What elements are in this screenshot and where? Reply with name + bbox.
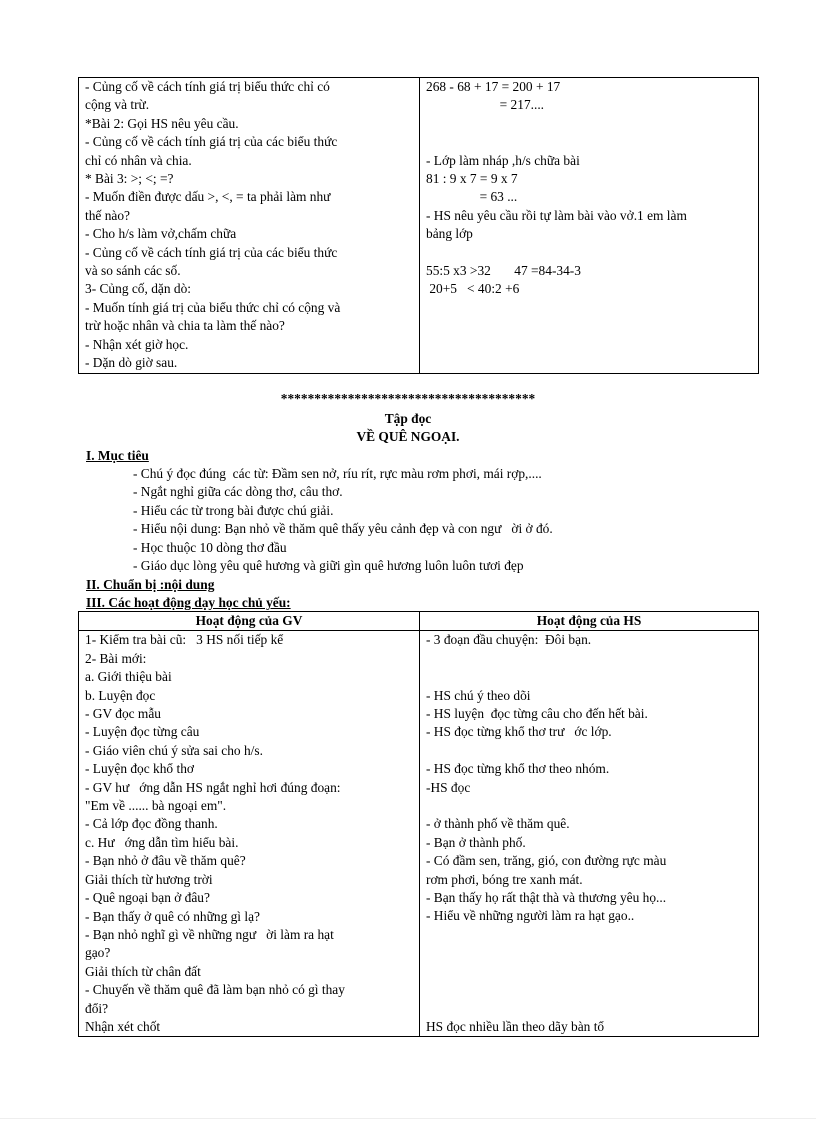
text-line: - Bạn nhỏ nghĩ gì về những ngư ời làm ra hạt <box>85 926 334 942</box>
text-line: - Luyện đọc khổ thơ <box>85 761 194 777</box>
text-line: 1- Kiểm tra bài cũ: 3 HS nối tiếp kể <box>85 632 284 648</box>
blank-line <box>426 668 752 686</box>
preparation-heading: II. Chuẩn bị :nội dung <box>86 577 215 592</box>
blank-line <box>426 981 752 999</box>
list-item: - Hiểu nội dung: Bạn nhỏ về thăm quê thấy yêu cảnh đẹp và con ngư ời ở đó. <box>133 521 553 537</box>
text-line: bảng lớp <box>426 226 473 242</box>
text-line: - Hiểu về những người làm ra hạt gạo.. <box>426 908 635 924</box>
blank-line <box>426 963 752 981</box>
text-line: - Chuyến về thăm quê đã làm bạn nhỏ có gì thay <box>85 982 345 998</box>
text-line: đổi? <box>85 1000 109 1016</box>
blank-line <box>426 926 752 944</box>
blank-line <box>426 115 752 133</box>
activities-heading: III. Các hoạt động dạy học chủ yếu: <box>86 595 291 610</box>
text-line: Nhận xét chốt <box>85 1018 161 1034</box>
text-line: - Có đầm sen, trăng, gió, con đường rực màu <box>426 853 667 869</box>
table-row <box>79 631 759 1037</box>
text-line: c. Hư ớng dẫn tìm hiểu bài. <box>85 834 239 850</box>
text-line: - Củng cố về cách tính giá trị của các biểu thức <box>85 134 338 150</box>
text-line: - GV đọc mẫu <box>85 706 161 722</box>
blank-line <box>426 742 752 760</box>
text-line: = 217.... <box>426 97 545 113</box>
list-item: - Chú ý đọc đúng các từ: Đầm sen nở, ríu rít, rực màu rơm phơi, mái rợp,.... <box>133 466 542 481</box>
blank-line <box>426 133 752 151</box>
text-line: rơm phơi, bóng tre xanh mát. <box>426 871 583 887</box>
text-line: -HS đọc <box>426 779 471 795</box>
text-line: b. Luyện đọc <box>85 687 156 703</box>
text-line: HS đọc nhiều lần theo dãy bàn tổ <box>426 1018 605 1034</box>
blank-line <box>426 797 752 815</box>
text-line: - Quê ngoại bạn ở đâu? <box>85 890 210 906</box>
blank-line <box>426 244 752 262</box>
teacher-activity-cell <box>79 631 420 1037</box>
list-item: - Hiểu các từ trong bài được chú giải. <box>133 502 334 518</box>
text-line: Giải thích từ chân đất <box>85 963 201 979</box>
text-line: - 3 đoạn đầu chuyện: Đôi bạn. <box>426 632 592 648</box>
student-activity-cell <box>420 631 759 1037</box>
text-line: - GV hư ớng dẫn HS ngắt nghỉ hơi đúng đoạn: <box>85 779 341 795</box>
list-item: - Học thuộc 10 dòng thơ đầu <box>133 539 287 555</box>
blank-line <box>426 650 752 668</box>
text-line: - Nhận xét giờ học. <box>85 336 189 352</box>
text-line: - Củng cố về cách tính giá trị của các biểu thức <box>85 244 338 260</box>
activities-table <box>78 611 759 1037</box>
text-line: = 63 ... <box>426 189 518 205</box>
text-line: - HS luyện đọc từng câu cho đến hết bài. <box>426 706 648 721</box>
page-bottom-divider <box>0 1118 816 1119</box>
text-line: trừ hoặc nhân và chia ta làm thế nào? <box>85 318 285 334</box>
text-line: "Em về ...... bà ngoại em". <box>85 798 227 814</box>
text-line: 81 : 9 x 7 = 9 x 7 <box>426 171 518 186</box>
text-line: 20+5 < 40:2 +6 <box>426 281 520 297</box>
text-line: thế nào? <box>85 207 130 223</box>
text-line: - Muốn điền được dấu >, <, = ta phải làm như <box>85 189 331 205</box>
text-line: *Bài 2: Gọi HS nêu yêu cầu. <box>85 115 239 131</box>
table-header-row <box>79 612 759 631</box>
blank-line <box>426 999 752 1017</box>
text-line: 55:5 x3 >32 47 =84-34-3 <box>426 263 581 279</box>
text-line: - HS đọc từng khổ thơ trư ớc lớp. <box>426 724 612 740</box>
text-line: * Bài 3: >; <; =? <box>85 171 174 187</box>
text-line: a. Giới thiệu bài <box>85 669 172 685</box>
text-line: - ở thành phố về thăm quê. <box>426 816 570 832</box>
text-line: - Lớp làm nháp ,h/s chữa bài <box>426 152 580 168</box>
text-line: - Bạn thấy ở quê có những gì lạ? <box>85 908 260 924</box>
text-line: - HS đọc từng khổ thơ theo nhóm. <box>426 761 610 777</box>
text-line: - Muốn tính giá trị của biểu thức chỉ có cộng và <box>85 299 341 315</box>
student-column-header: Hoạt động của HS <box>420 612 759 631</box>
objectives-heading: I. Mục tiêu <box>86 448 149 463</box>
blank-line <box>426 944 752 962</box>
text-line: - Luyện đọc từng câu <box>85 724 200 740</box>
teacher-activity-cell <box>79 78 420 374</box>
text-line: chỉ có nhân và chia. <box>85 152 192 168</box>
objectives-list <box>133 465 553 575</box>
text-line: - Dặn dò giờ sau. <box>85 355 178 371</box>
text-line: cộng và trừ. <box>85 97 150 113</box>
text-line: 3- Củng cố, dặn dò: <box>85 281 191 297</box>
section-separator: ************************************** <box>280 391 536 406</box>
text-line: - Bạn ở thành phố. <box>426 834 526 850</box>
text-line: - HS chú ý theo dõi <box>426 687 531 703</box>
text-line: - Củng cố về cách tính giá trị biểu thức chỉ có <box>85 79 330 94</box>
text-line: - Cả lớp đọc đồng thanh. <box>85 816 218 832</box>
text-line: 2- Bài mới: <box>85 650 147 666</box>
list-item: - Ngắt nghỉ giữa các dòng thơ, câu thơ. <box>133 484 343 500</box>
lesson-table-continued <box>78 77 759 374</box>
subject-title: Tập đọc <box>384 411 432 426</box>
text-line: và so sánh các số. <box>85 263 181 279</box>
text-line: - Bạn thấy họ rất thật thà và thương yêu họ... <box>426 890 667 906</box>
table-row <box>79 78 759 374</box>
text-line: - Cho h/s làm vở,chấm chữa <box>85 226 237 242</box>
lesson-title: VỀ QUÊ NGOẠI. <box>356 429 460 444</box>
teacher-column-header: Hoạt động của GV <box>79 612 420 631</box>
text-line: 268 - 68 + 17 = 200 + 17 <box>426 79 561 94</box>
text-line: - Bạn nhỏ ở đâu về thăm quê? <box>85 853 246 869</box>
list-item: - Giáo dục lòng yêu quê hương và giữi gìn quê hương luôn luôn tươi đẹp <box>133 558 524 574</box>
student-activity-cell <box>420 78 759 374</box>
text-line: gạo? <box>85 945 111 961</box>
text-line: Giải thích từ hương trời <box>85 871 213 887</box>
text-line: - Giáo viên chú ý sửa sai cho h/s. <box>85 742 263 758</box>
text-line: - HS nêu yêu cầu rồi tự làm bài vào vở.1 em làm <box>426 207 687 223</box>
